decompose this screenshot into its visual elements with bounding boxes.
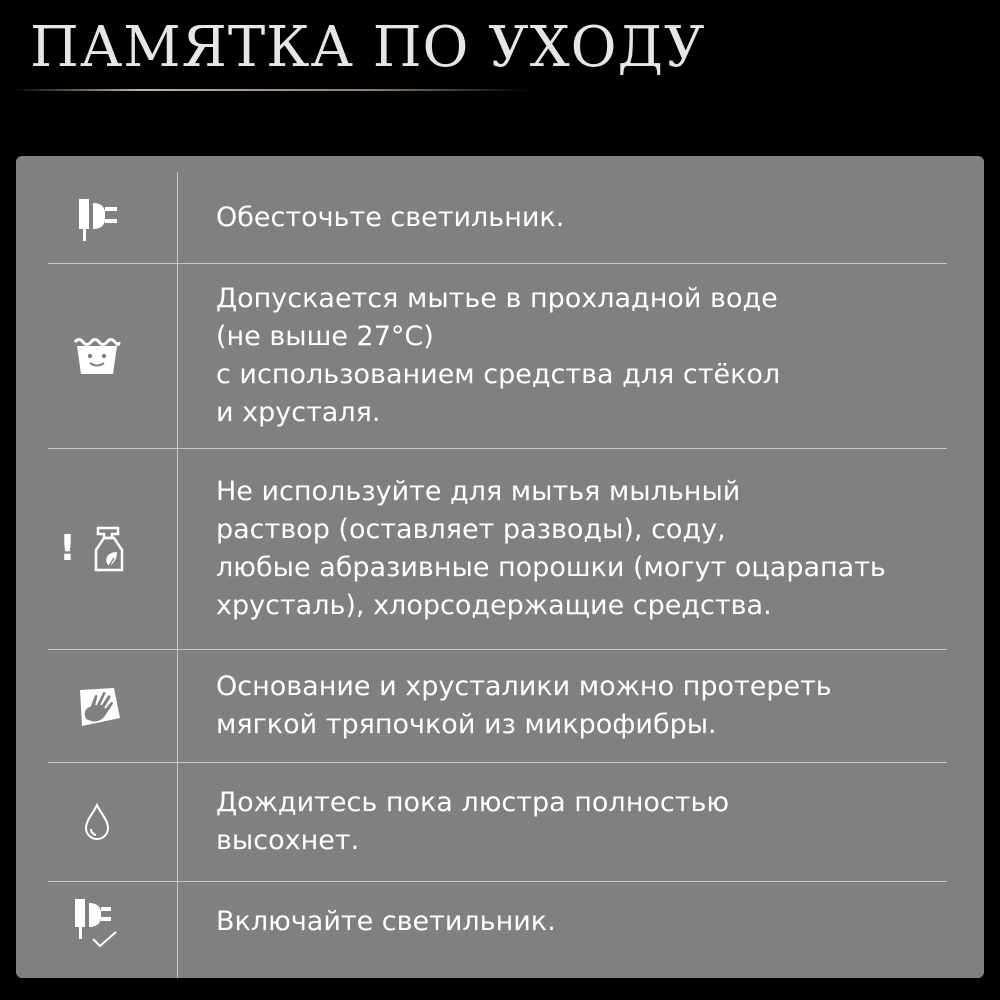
step-line: любые абразивные порошки (могут оцарапать xyxy=(216,552,886,583)
step-text xyxy=(216,763,956,881)
spray-bottle-icon xyxy=(94,524,134,574)
care-instructions-panel xyxy=(16,156,984,978)
water-drop-icon xyxy=(16,763,177,881)
step-line: Не используйте для мытья мыльный xyxy=(216,476,741,507)
step-line: с использованием средства для стёкол xyxy=(216,359,781,390)
unplug-icon xyxy=(16,172,177,264)
step-line: высохнет. xyxy=(216,825,360,856)
step-text xyxy=(216,882,956,962)
plug-in-check-icon xyxy=(16,882,177,962)
title-underline xyxy=(10,89,530,91)
page-title: ПАМЯТКА ПО УХОДУ xyxy=(30,15,706,80)
step-row-3 xyxy=(16,449,984,649)
step-line: Основание и хрусталики можно протереть xyxy=(216,671,832,702)
step-line: Дождитесь пока люстра полностью xyxy=(216,787,730,818)
step-line: раствор (оставляет разводы), соду, xyxy=(216,514,726,545)
step-line: мягкой тряпочкой из микрофибры. xyxy=(216,709,717,740)
step-line: и хрусталя. xyxy=(216,397,381,428)
step-text xyxy=(216,264,956,448)
step-text xyxy=(216,650,956,762)
wash-basin-icon xyxy=(16,264,177,448)
step-text xyxy=(216,449,956,649)
hand-wipe-icon xyxy=(16,650,177,762)
step-text xyxy=(216,172,956,264)
step-row-1 xyxy=(16,172,984,264)
step-row-5 xyxy=(16,763,984,881)
step-line: Обесточьте светильник. xyxy=(216,202,565,233)
step-line: Допускается мытье в прохладной воде xyxy=(216,283,778,314)
step-line: (не выше 27°C) xyxy=(216,321,434,352)
step-row-2 xyxy=(16,264,984,448)
step-row-4 xyxy=(16,650,984,762)
warning-spray-group xyxy=(16,449,177,649)
step-row-6 xyxy=(16,882,984,962)
warning-exclamation-icon: ! xyxy=(59,528,76,569)
step-line: Включайте светильник. xyxy=(216,906,556,937)
step-line: хрусталь), хлорсодержащие средства. xyxy=(216,590,772,621)
